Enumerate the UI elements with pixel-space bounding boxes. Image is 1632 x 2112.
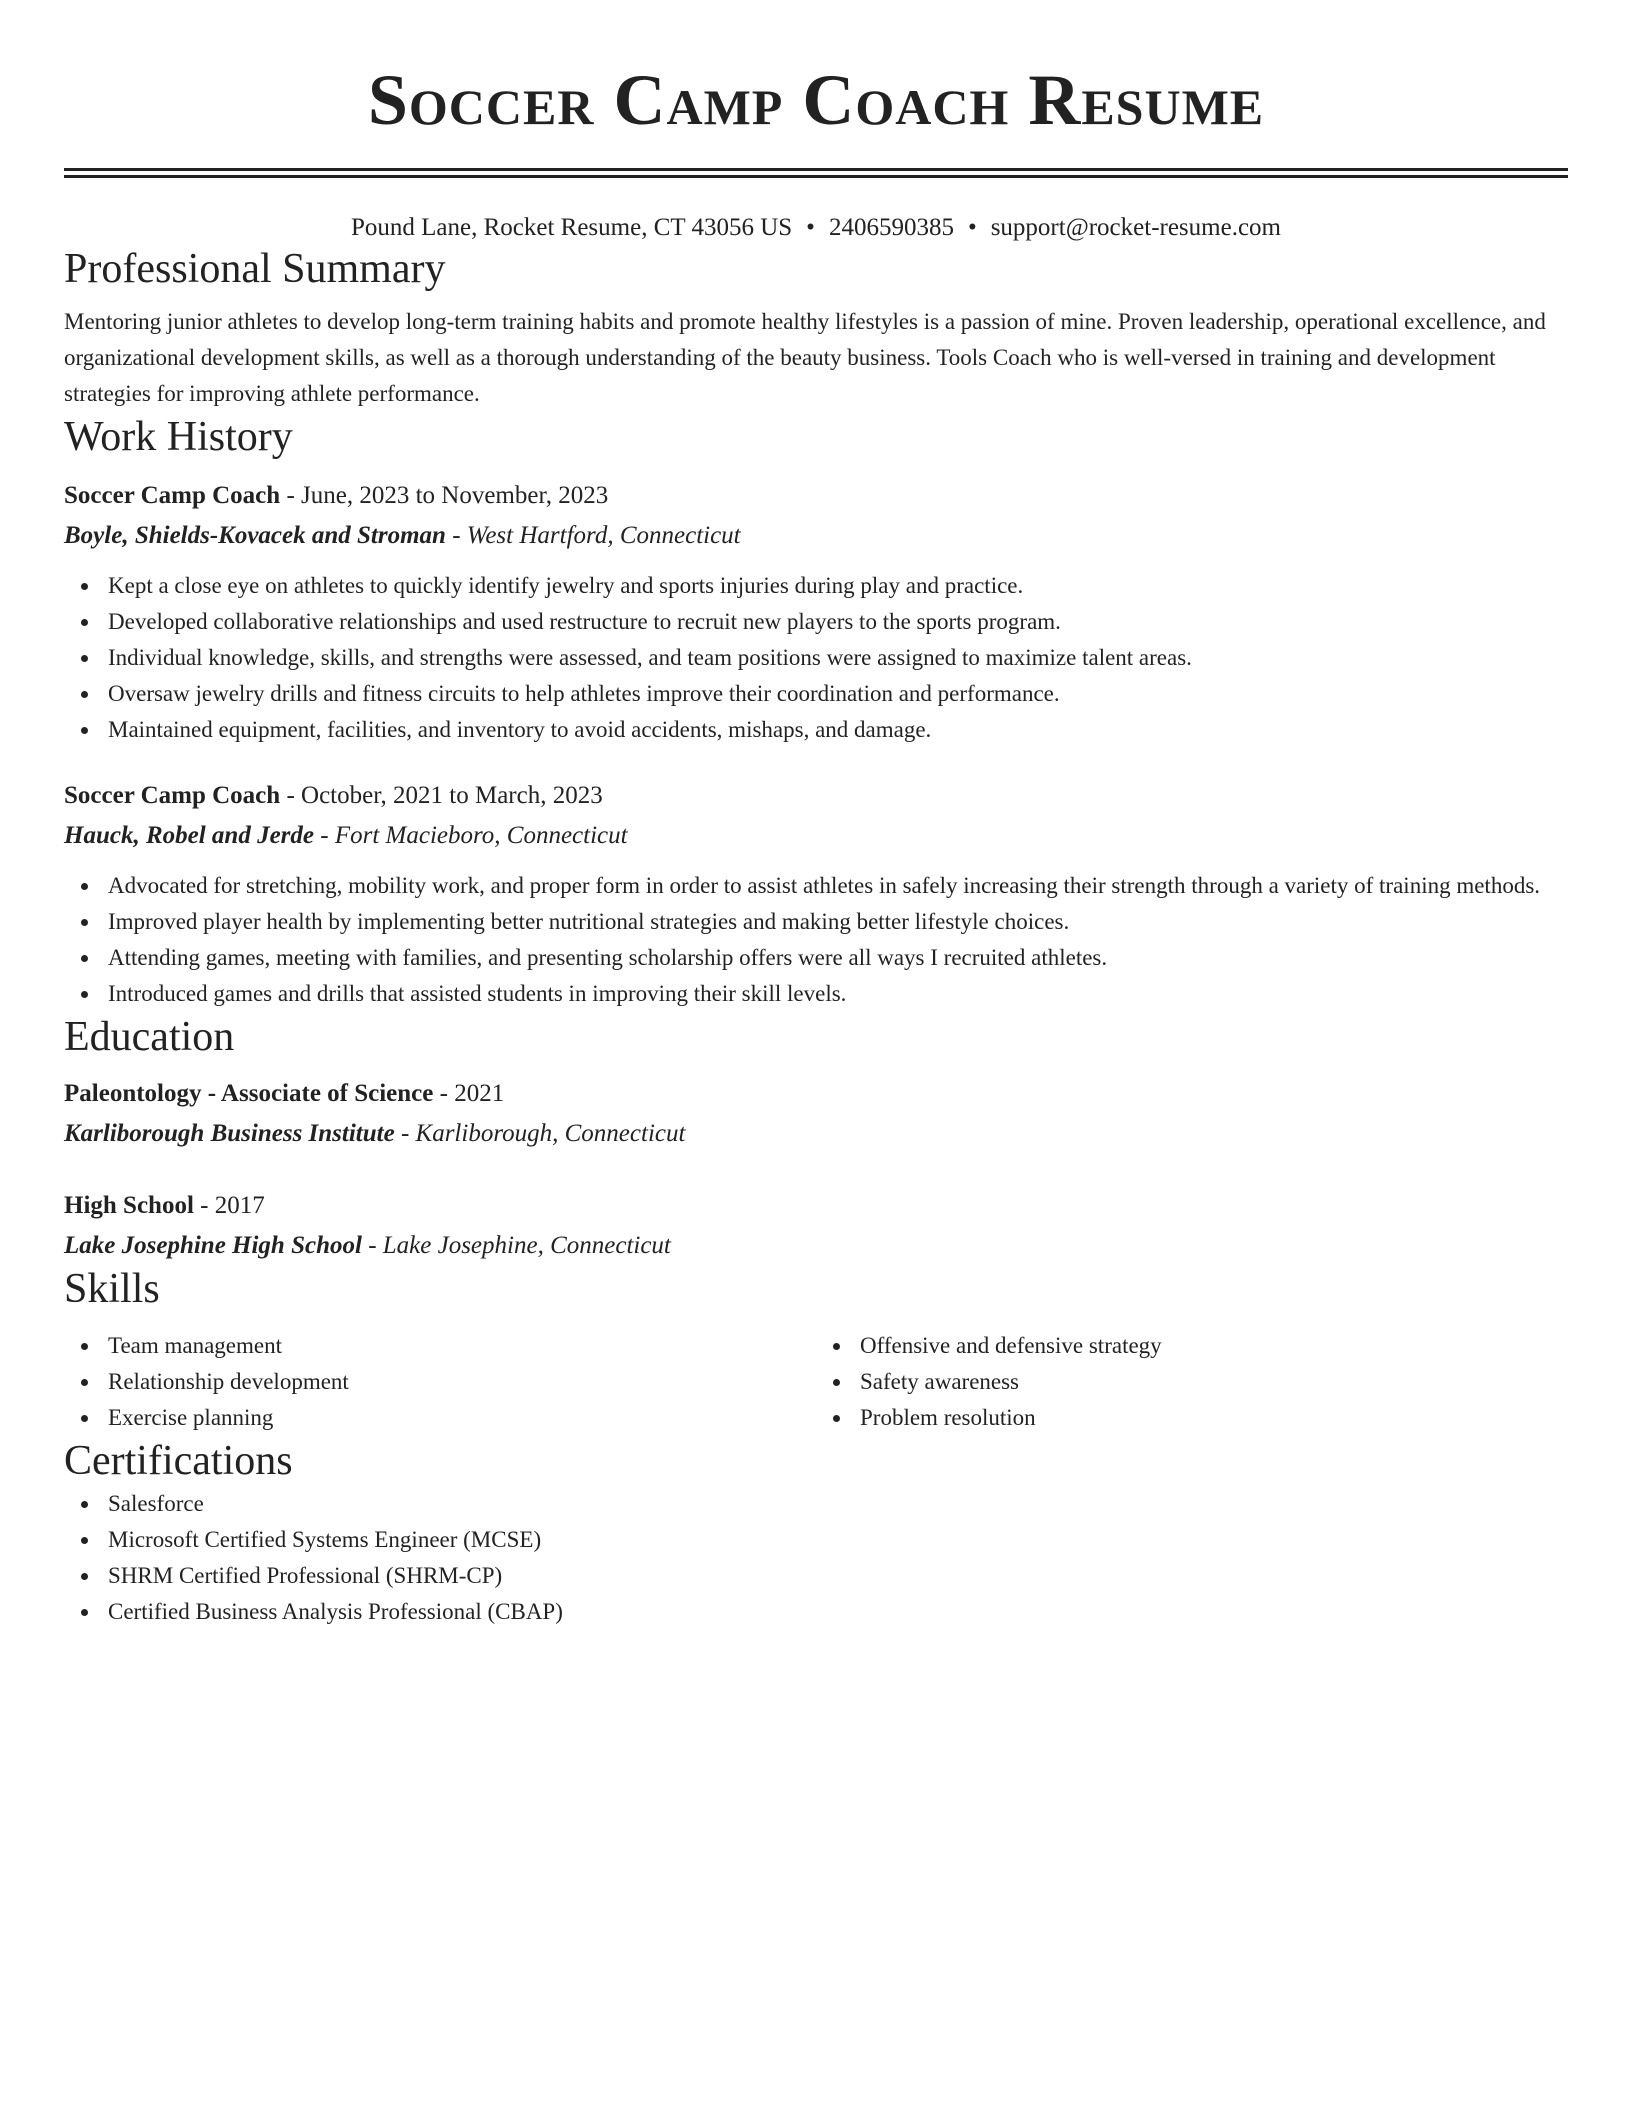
job-company: Boyle, Shields-Kovacek and Stroman [64,522,446,549]
job-dates: - June, 2023 to November, 2023 [280,482,609,509]
certification-item: Certified Business Analysis Professional (CBAP) [108,1594,1568,1630]
skill-item: Problem resolution [860,1400,1568,1436]
job-entry [64,478,1568,748]
education-year: - 2021 [433,1080,505,1107]
education-school: Lake Josephine High School [64,1232,362,1259]
title-divider [64,168,1568,178]
education-entry [64,1076,1568,1152]
skills-heading: Skills [64,1266,160,1312]
job-duties-list [64,568,1568,748]
certifications-heading: Certifications [64,1438,293,1484]
contact-phone: 2406590385 [828,214,954,241]
job-company-line [64,818,1568,854]
skill-item: Safety awareness [860,1364,1568,1400]
certification-item: Salesforce [108,1486,1568,1522]
job-duty: Improved player health by implementing better nutritional strategies and making better lifestyle choices. [108,904,1568,940]
education-degree: Paleontology - Associate of Science [64,1080,434,1107]
contact-separator: • [806,214,815,241]
work-history-heading: Work History [64,414,293,460]
education-degree-line [64,1188,1568,1224]
skill-item: Team management [108,1328,816,1364]
skill-item: Offensive and defensive strategy [860,1328,1568,1364]
education-school-line [64,1228,1568,1264]
job-duty: Advocated for stretching, mobility work, and proper form in order to assist athletes in safely increasing their strength through a variety of training methods. [108,868,1568,904]
job-title-line [64,478,1568,514]
education-location: - Lake Josephine, Connecticut [361,1232,671,1259]
contact-address: Pound Lane, Rocket Resume, CT 43056 US [350,214,793,241]
job-title: Soccer Camp Coach [64,482,281,509]
education-school: Karliborough Business Institute [64,1120,395,1147]
job-title-line [64,778,1568,814]
skills-grid [64,1328,1568,1436]
job-duty: Maintained equipment, facilities, and inventory to avoid accidents, mishaps, and damage. [108,712,1568,748]
job-duty: Attending games, meeting with families, and presenting scholarship offers were all ways I recruited athletes. [108,940,1568,976]
job-title: Soccer Camp Coach [64,782,281,809]
contact-email: support@rocket-resume.com [990,214,1281,241]
job-location: - West Hartford, Connecticut [445,522,741,549]
education-location: - Karliborough, Connecticut [394,1120,686,1147]
skill-item: Exercise planning [108,1400,816,1436]
skills-list-left [64,1328,816,1436]
job-entry [64,778,1568,1012]
skills-list-right [816,1328,1568,1436]
summary-text: Mentoring junior athletes to develop long-term training habits and promote healthy lifestyles is a passion of mine. Proven leadership, operational excellence, and organizational development skills, as well as a thorough understanding of the beauty business. Tools Coach who is well-versed in training and development strategies for improving athlete performance. [64,309,1546,406]
job-company-line [64,518,1568,554]
job-duty: Developed collaborative relationships and used restructure to recruit new players to the sports program. [108,604,1568,640]
job-duty: Introduced games and drills that assisted students in improving their skill levels. [108,976,1568,1012]
certifications-list [64,1486,1568,1630]
education-year: - 2017 [193,1192,265,1219]
contact-separator: • [967,214,977,241]
certification-item: SHRM Certified Professional (SHRM-CP) [108,1558,1568,1594]
contact-line [64,212,1568,244]
education-degree-line [64,1076,1568,1112]
job-location: - Fort Macieboro, Connecticut [314,822,628,849]
summary-heading: Professional Summary [64,246,446,292]
job-dates: - October, 2021 to March, 2023 [280,782,603,809]
job-duty: Oversaw jewelry drills and fitness circuits to help athletes improve their coordination and performance. [108,676,1568,712]
education-degree: High School [64,1192,194,1219]
job-company: Hauck, Robel and Jerde [64,822,314,849]
job-duty: Kept a close eye on athletes to quickly identify jewelry and sports injuries during play and practice. [108,568,1568,604]
education-school-line [64,1116,1568,1152]
education-entry [64,1188,1568,1264]
job-duties-list [64,868,1568,1012]
education-heading: Education [64,1014,235,1060]
resume-title: Soccer Camp Coach Resume [367,60,1265,140]
certification-item: Microsoft Certified Systems Engineer (MCSE) [108,1522,1568,1558]
job-duty: Individual knowledge, skills, and strengths were assessed, and team positions were assigned to maximize talent areas. [108,640,1568,676]
skill-item: Relationship development [108,1364,816,1400]
